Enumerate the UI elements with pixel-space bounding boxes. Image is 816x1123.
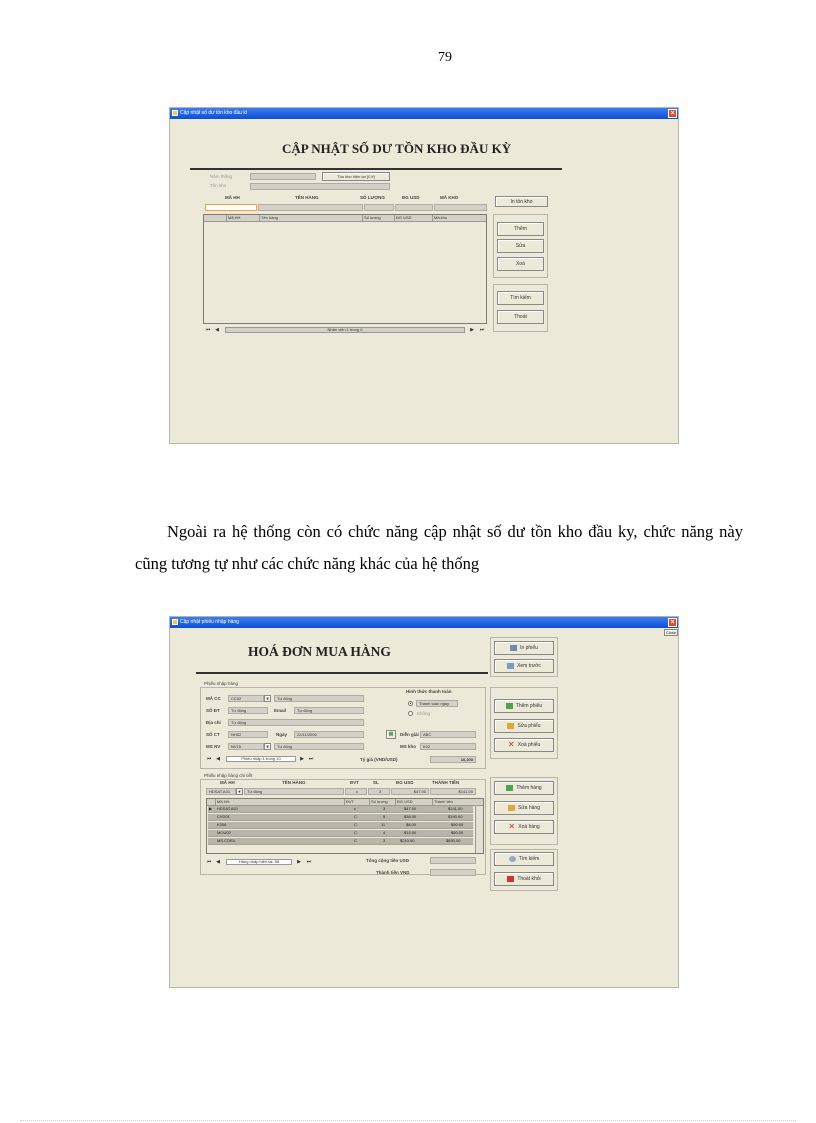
chevron-down-icon[interactable]: ▼ [265,696,270,701]
email-label: Email [274,708,287,713]
add-voucher-label: Thêm phiếu [515,703,543,709]
prev-record-icon[interactable]: ◀ [216,756,220,762]
last-record-icon[interactable]: ⏭ [479,327,485,333]
delete-item-button[interactable] [494,820,554,834]
price-input[interactable] [395,204,433,211]
page-number: 79 [438,50,452,65]
ma-cc-name: Tự động [274,695,364,702]
ma-cc-select[interactable]: CC02 [228,695,264,702]
year-select[interactable] [250,173,316,180]
window-titlebar [170,617,678,628]
so-dt-field[interactable]: Tự động [228,707,268,714]
grid-col-thanh-tien: Thành tiền [434,799,453,804]
prev-record-icon[interactable]: ◀ [216,859,220,865]
ngay-field[interactable]: 22/11/2006 [294,731,364,738]
add-voucher-button[interactable] [494,699,554,713]
row-qty: 3 [383,806,386,811]
delete-icon: ✕ [508,821,516,831]
ms-nv-select[interactable]: NV15 [228,743,264,750]
inventory-window [169,107,679,444]
chevron-down-icon[interactable]: ▼ [237,789,242,794]
item-name-input[interactable] [258,204,363,211]
row-unit: c [354,806,356,811]
app-icon [172,619,178,625]
next-record-icon[interactable]: ▶ [470,327,474,333]
window-titlebar [170,108,678,119]
item-indicator: Hàng nhập hiện tại: 58 [226,859,292,865]
col-label-ma-hh: MÃ HH [225,195,240,200]
row-code: HDSAT.A01 [217,806,239,811]
current-stock-button[interactable]: Tồn kho hiện tại (0 if) [322,172,390,181]
item-code-input[interactable] [205,204,257,211]
so-ct-label: SỐ CT [206,732,220,737]
next-record-icon[interactable]: ▶ [300,756,304,762]
first-record-icon[interactable]: ⏮ [205,327,211,333]
preview-icon [507,663,514,669]
next-record-icon[interactable]: ▶ [297,859,301,865]
page-title: CẬP NHẬT SỐ DƯ TỒN KHO ĐẦU KỲ [282,141,512,156]
grid-col-ma-hh: Mã HH [217,799,230,804]
row-qty: 3 [383,838,386,843]
close-icon[interactable]: × [668,618,677,627]
ms-nv-name: Tự động [274,743,364,750]
dia-chi-field[interactable]: Tự động [228,719,364,726]
ms-kho-label: MS kho [400,744,417,749]
grid-col-so-luong: Số lượng [371,799,388,804]
row-qty: 4 [383,830,386,835]
chevron-down-icon[interactable]: ▼ [265,744,270,749]
row-total: $630.00 [446,838,461,843]
add-button[interactable]: Thêm [497,222,544,236]
row-unit: C [354,830,357,835]
last-record-icon[interactable]: ⏭ [308,756,314,762]
item-navigator[interactable] [206,858,326,866]
record-navigator[interactable] [205,326,487,334]
body-paragraph [135,516,743,580]
edit-icon [507,723,514,729]
table-row[interactable] [208,838,473,845]
entry-unit[interactable]: c [345,788,367,795]
entry-price[interactable]: $47.00 [391,788,429,795]
entry-total: $141.00 [430,788,476,795]
stock-field[interactable] [250,183,390,190]
printer-icon [510,645,517,651]
total-vnd-label: Thành tiền VND [376,870,410,875]
first-record-icon[interactable]: ⏮ [206,859,212,865]
exit-button-label: Thoát khỏi [517,876,541,882]
search-button[interactable] [494,852,554,866]
payment-option-later[interactable] [408,711,413,716]
section-voucher-label: Phiếu nhập hàng [204,681,239,686]
add-icon [506,785,513,791]
row-price: $15.00 [404,830,417,835]
ms-kho-field[interactable]: K02 [420,743,476,750]
grid-col-dg-usd: ĐG USD [397,799,413,804]
add-icon [506,703,513,709]
row-total: $190.00 [448,814,463,819]
exit-icon [507,876,514,882]
delete-voucher-label: Xoá phiếu [517,742,541,748]
title-divider [196,672,488,674]
col-label-ma-hh: MÃ HH [220,780,235,785]
total-vnd-field [430,869,476,876]
col-label-so-luong: SỐ LƯỢNG [360,195,385,200]
col-label-ten-hang: TÊN HÀNG [282,780,306,785]
last-record-icon[interactable]: ⏭ [306,859,312,865]
edit-item-button[interactable] [494,801,554,815]
grid-col-ten-hang: Tên hàng [261,215,278,220]
record-indicator: Nhân viên 1 trong 0 [225,327,465,333]
row-code: MOU02 [217,830,231,835]
payment-label: Hình thức thanh toán [406,689,452,694]
quantity-input[interactable] [364,204,394,211]
total-usd-field [430,857,476,864]
col-label-ten-hang: TÊN HÀNG [295,195,319,200]
grid-header [204,215,486,222]
table-row[interactable] [208,814,473,821]
entry-qty[interactable]: 3 [368,788,390,795]
ngay-label: Ngày [276,732,288,737]
print-stock-button[interactable]: In tồn kho [495,196,548,207]
close-button[interactable]: Close [665,630,677,635]
page-title: HOÁ ĐƠN MUA HÀNG [248,644,391,659]
edit-voucher-label: Sửa phiếu [517,723,541,729]
grid-col-dvt: ĐVT [346,799,354,804]
grid-scrollbar[interactable] [475,806,483,853]
search-button-label: Tìm kiếm [518,856,540,862]
row-unit: C [354,814,357,819]
warehouse-input[interactable] [434,204,487,211]
ms-nv-label: MS NV [206,744,221,749]
edit-voucher-button[interactable] [494,719,554,733]
exit-button[interactable]: Thoát [497,310,544,324]
grid-col-ma-kho: Mã kho [434,215,448,220]
edit-item-label: Sửa hàng [518,805,540,811]
first-record-icon[interactable]: ⏮ [206,756,212,762]
window-title: Cập nhật số dư tồn kho đầu kì [180,110,248,116]
grid-col-so-luong: Số lượng [364,215,381,220]
search-button[interactable]: Tìm kiếm [497,291,544,305]
col-label-dg-usd: ĐG USD [402,195,420,200]
add-item-label: Thêm hàng [516,785,542,791]
row-code: K306 [217,822,227,827]
dien-giai-field[interactable]: ABC [420,731,476,738]
stock-label: Tồn kho [210,183,227,188]
ty-gia-label: Tỷ giá (VND/USD) [360,757,398,762]
close-icon[interactable]: × [668,109,677,118]
row-total: $90.00 [451,822,464,827]
delete-item-label: Xoá hàng [518,824,540,830]
payment-option-now[interactable] [408,701,413,706]
row-pointer-icon: ▶ [209,806,213,811]
purchase-invoice-window [169,616,679,988]
print-button[interactable] [494,641,554,655]
ma-cc-label: MÃ CC [206,696,221,701]
voucher-indicator: Phiếu nhập 1 trong 10 [226,756,296,762]
payment-option-later-label: Không [417,711,431,716]
grid-header [207,799,483,806]
table-row[interactable] [208,806,473,813]
row-code: CVD01 [217,814,230,819]
col-label-sl: SL [373,780,379,785]
table-row[interactable] [208,830,473,837]
email-field[interactable]: Tự động [294,707,364,714]
search-icon [509,856,516,862]
exit-button[interactable] [494,872,554,886]
add-item-button[interactable] [494,781,554,795]
row-code: MS.CDEU [217,838,236,843]
entry-code-select[interactable]: HDSAT.A01 [206,788,236,795]
delete-button[interactable]: Xoá [497,257,544,271]
year-label: Năm thống [210,174,233,179]
row-qty: 5 [383,814,386,819]
col-label-ma-kho: MÃ KHO [440,195,459,200]
section-details-label: Phiếu nhập hàng chi tiết [204,773,253,778]
row-price: $38.00 [404,814,417,819]
window-title: Cập nhật phiếu nhập hàng [180,619,239,625]
col-label-thanh-tien: THÀNH TIỀN [432,780,460,785]
row-price: $8.00 [406,822,417,827]
row-price: $47.00 [404,806,417,811]
edit-button[interactable]: Sửa [497,239,544,253]
grid-col-ma-hh: Mã HH [228,215,241,220]
voucher-navigator[interactable] [206,755,316,763]
table-row[interactable] [208,822,473,829]
delete-icon: ✕ [507,739,515,749]
grid-col-dg-usd: ĐG USD [396,215,412,220]
row-unit: C [354,838,357,843]
col-label-dvt: ĐVT [350,780,359,785]
title-divider [190,168,562,170]
so-ct-field[interactable]: NH02 [228,731,268,738]
delete-voucher-button[interactable] [494,738,554,752]
row-total: $60.00 [451,830,464,835]
calendar-icon[interactable]: ▦ [386,730,396,739]
details-grid[interactable] [206,798,484,854]
row-unit: C [354,822,357,827]
row-price: $210.00 [400,838,415,843]
app-icon [172,110,178,116]
dia-chi-label: Địa chỉ [206,720,221,725]
print-button-label: In phiếu [520,645,538,651]
col-label-dg-usd: ĐG USD [396,780,414,785]
inventory-grid[interactable] [203,214,487,324]
paragraph-text: Ngoài ra hệ thống còn có chức năng cập nhật số dư tồn kho đầu ky, chức năng này cũng tương tự như các chức năng khác của hệ thống [135,522,743,573]
row-total: $141.00 [448,806,463,811]
ty-gia-field[interactable]: 16,200 [430,756,476,763]
preview-button-label: Xem trước [517,663,541,669]
edit-icon [508,805,515,811]
prev-record-icon[interactable]: ◀ [215,327,219,333]
entry-name: Tự động [244,788,344,795]
so-dt-label: SỐ ĐT [206,708,220,713]
payment-option-now-label: Thanh toán ngay [416,700,458,707]
total-usd-label: Tổng cộng tiền USD [366,858,409,863]
preview-button[interactable] [494,659,554,673]
dien-giai-label: Diễn giải [400,732,419,737]
row-qty: 11 [381,822,386,827]
footer-divider [20,1120,796,1121]
